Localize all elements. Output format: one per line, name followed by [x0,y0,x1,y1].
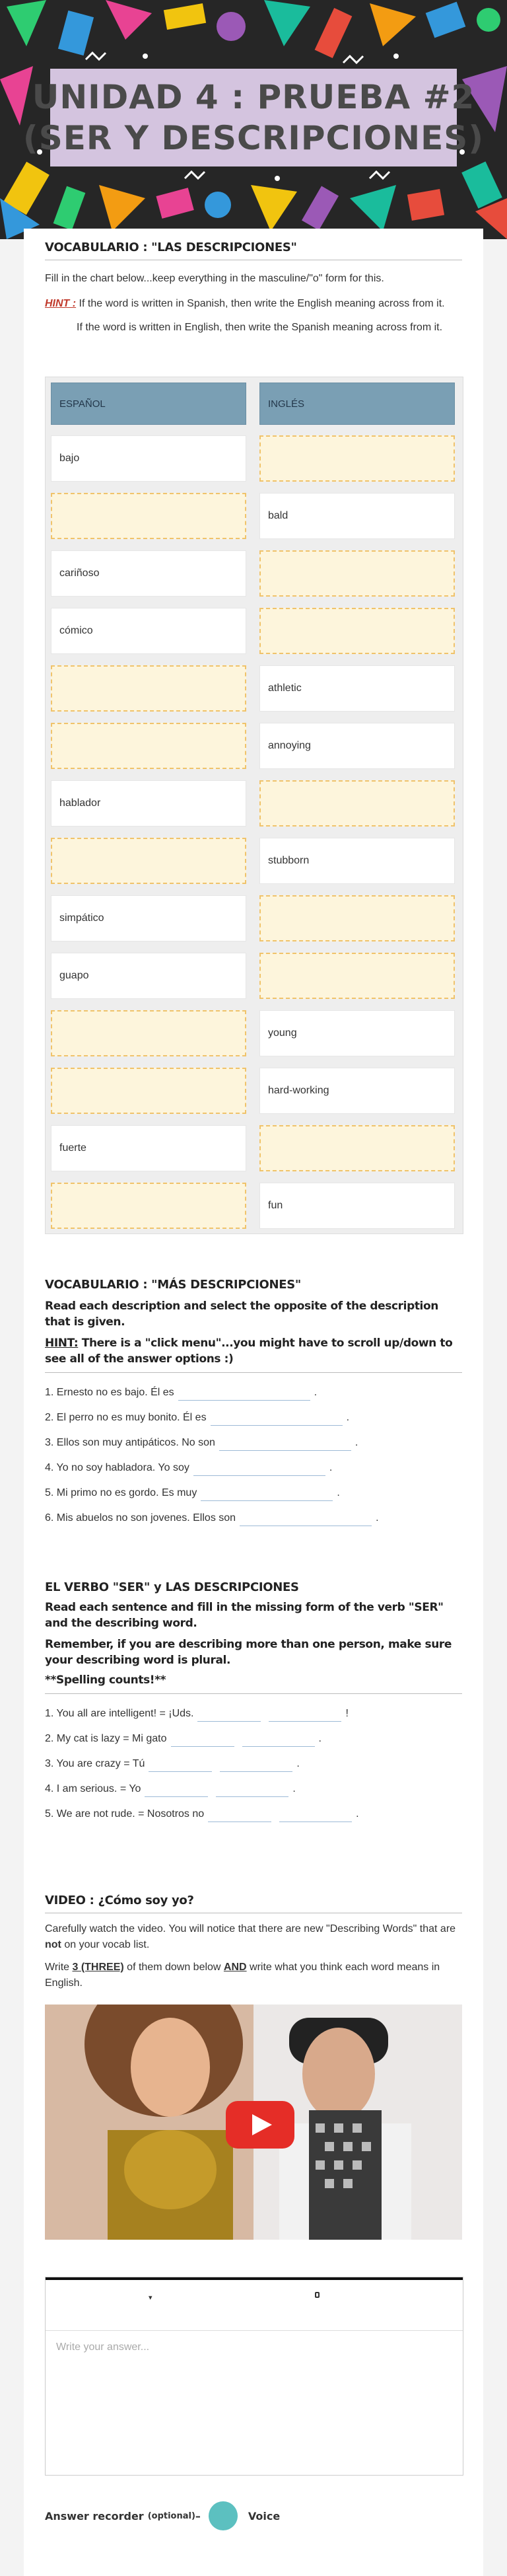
answer-recorder [45,2499,280,2533]
drop-target-ingles[interactable] [259,780,455,827]
question-punctuation: . [296,1758,300,1769]
drop-target-espanol[interactable] [51,1068,246,1114]
answer-textarea[interactable]: Write your answer... [56,2341,150,2353]
vocab-word-ingles[interactable]: annoying [259,723,455,769]
text-run: of them down below [123,1962,224,1973]
drop-target-espanol[interactable] [51,723,246,769]
dropdown-arrow-icon[interactable]: ▾ [149,2294,152,2302]
drop-target-ingles[interactable] [259,1125,455,1171]
column-header-ingles: INGLÉS [259,383,455,425]
question-text: 4. I am serious. = Yo [45,1783,141,1794]
answer-blank-verb[interactable] [145,1782,208,1797]
question-item [45,1401,462,1426]
answer-dropdown[interactable] [178,1385,310,1401]
answer-blank-verb[interactable] [208,1807,271,1822]
recorder-optional: (optional) [147,2511,195,2521]
vocab-word-espanol[interactable]: hablador [51,780,246,827]
section-title: VOCABULARIO : "LAS DESCRIPCIONES" [45,240,462,260]
drop-target-ingles[interactable] [259,550,455,597]
image-icon[interactable] [315,2292,320,2298]
text-run: Carefully watch the video. You will notice that there are new "Describing Words" that are [45,1923,456,1934]
video-player[interactable] [45,2005,462,2240]
drop-target-espanol[interactable] [51,838,246,884]
vocab-word-espanol[interactable]: cómico [51,608,246,654]
text-run: on your vocab list. [61,1939,150,1950]
answer-blank-adjective[interactable] [279,1807,352,1822]
vocab-table [45,377,463,1234]
hint-text: There is a "click menu"...you might have to scroll up/down to see all of the answer options :) [45,1337,453,1366]
hint-paragraph [45,296,462,312]
drop-target-espanol[interactable] [51,493,246,539]
answer-dropdown[interactable] [211,1411,343,1426]
answer-dropdown[interactable] [201,1486,333,1501]
question-item [45,1376,462,1401]
answer-blank-adjective[interactable] [242,1732,315,1747]
answer-dropdown[interactable] [240,1511,372,1526]
question-item [45,1722,462,1747]
question-punctuation: . [337,1487,340,1498]
spelling-note: **Spelling counts!** [45,1672,462,1694]
answer-blank-verb[interactable] [149,1757,212,1772]
section-title: VOCABULARIO : "MÁS DESCRIPCIONES" [45,1278,302,1292]
question-item [45,1451,462,1476]
question-item [45,1697,462,1722]
answer-blank-adjective[interactable] [269,1707,341,1722]
question-item [45,1772,462,1797]
question-text: 3. Ellos son muy antipáticos. No son [45,1437,215,1448]
vocab-word-ingles[interactable]: stubborn [259,838,455,884]
vocab-word-ingles[interactable]: young [259,1010,455,1056]
answer-editor [45,2277,463,2476]
question-item [45,1747,462,1772]
question-text: 1. Ernesto no es bajo. Él es [45,1387,174,1398]
play-icon[interactable] [226,2101,294,2149]
answer-blank-adjective[interactable] [216,1782,288,1797]
answer-dropdown[interactable] [193,1461,325,1476]
banner-title-box [22,69,485,166]
section-title: EL VERBO "SER" y LAS DESCRIPCIONES [45,1580,299,1594]
vocab-word-espanol[interactable]: bajo [51,435,246,482]
recorder-label: Answer recorder [45,2509,144,2522]
section-instructions: Read each description and select the opposite of the description that is given. [45,1300,438,1329]
section-instructions-2: Remember, if you are describing more than one person, make sure your describing word is plural. [45,1638,452,1667]
drop-target-ingles[interactable] [259,895,455,941]
drop-target-ingles[interactable] [259,608,455,654]
column-header-espanol: ESPAÑOL [51,383,246,425]
question-punctuation: . [346,1412,350,1423]
title-banner [0,0,507,239]
hint-paragraph-2: If the word is written in English, then write the Spanish meaning across from it. [77,322,443,333]
question-punctuation: . [314,1387,318,1398]
section-video [45,1894,462,1991]
question-text: 5. We are not rude. = Nosotros no [45,1808,205,1820]
video-instructions-2 [45,1960,462,1991]
vocab-word-espanol[interactable]: cariñoso [51,550,246,597]
vocab-word-ingles[interactable]: athletic [259,665,455,712]
question-list [45,1697,462,1822]
hint-label: HINT : [45,298,77,309]
question-item [45,1476,462,1501]
section-title: VIDEO : ¿Cómo soy yo? [45,1894,462,1913]
question-text: 5. Mi primo no es gordo. Es muy [45,1487,197,1498]
emphasis: 3 (THREE) [72,1962,124,1973]
section-verbo-ser [45,1580,462,1822]
hint-label: HINT: [45,1337,79,1350]
section-las-descripciones [45,240,462,336]
voice-label[interactable]: Voice [248,2509,281,2522]
banner-title-line2: (SER Y DESCRIPCIONES) [22,119,485,157]
question-list [45,1376,462,1526]
question-text: 3. You are crazy = Tú [45,1758,145,1769]
question-item [45,1501,462,1526]
hint-text: If the word is written in Spanish, then write the English meaning across from it. [76,298,445,309]
drop-target-espanol[interactable] [51,1010,246,1056]
question-item [45,1797,462,1822]
recorder-dash: – [195,2509,201,2522]
editor-toolbar [46,2277,463,2331]
question-text: 2. My cat is lazy = Mi gato [45,1733,167,1744]
question-punctuation: . [356,1808,359,1820]
answer-dropdown[interactable] [219,1436,351,1451]
video-instructions-1 [45,1921,462,1953]
question-item [45,1426,462,1451]
section-intro: Fill in the chart below...keep everything in the masculine/"o" form for this. [45,273,384,284]
drop-target-ingles[interactable] [259,953,455,999]
drop-target-ingles[interactable] [259,435,455,482]
vocab-word-ingles[interactable]: fun [259,1183,455,1229]
answer-blank-adjective[interactable] [220,1757,292,1772]
question-punctuation: . [355,1437,358,1448]
text-run: Write [45,1962,73,1973]
question-text: 1. You all are intelligent! = ¡Uds. [45,1708,194,1719]
question-punctuation: . [376,1512,379,1524]
drop-target-espanol[interactable] [51,665,246,712]
emphasis: AND [223,1962,247,1973]
record-button[interactable] [209,2501,238,2530]
question-text: 4. Yo no soy habladora. Yo soy [45,1462,189,1473]
vocab-word-espanol[interactable]: fuerte [51,1125,246,1171]
vocab-word-ingles[interactable]: hard-working [259,1068,455,1114]
answer-blank-verb[interactable] [197,1707,261,1722]
question-punctuation: . [329,1462,333,1473]
section-mas-descripciones [45,1278,462,1526]
emphasis: not [45,1939,61,1950]
text-run: write what you think each word means in English. [45,1962,440,1989]
vocab-word-espanol[interactable]: guapo [51,953,246,999]
answer-blank-verb[interactable] [171,1732,234,1747]
question-punctuation: ! [345,1708,349,1719]
vocab-word-espanol[interactable]: simpático [51,895,246,941]
hint-paragraph [45,1335,462,1373]
question-text: 6. Mis abuelos no son jovenes. Ellos son [45,1512,236,1524]
banner-title-line1: UNIDAD 4 : PRUEBA #2 [32,78,475,116]
drop-target-espanol[interactable] [51,1183,246,1229]
vocab-word-ingles[interactable]: bald [259,493,455,539]
question-punctuation: . [318,1733,321,1744]
worksheet-card [24,229,483,2576]
question-punctuation: . [292,1783,296,1794]
section-instructions-1: Read each sentence and fill in the missing form of the verb "SER" and the describing word. [45,1601,444,1630]
question-text: 2. El perro no es muy bonito. Él es [45,1412,207,1423]
